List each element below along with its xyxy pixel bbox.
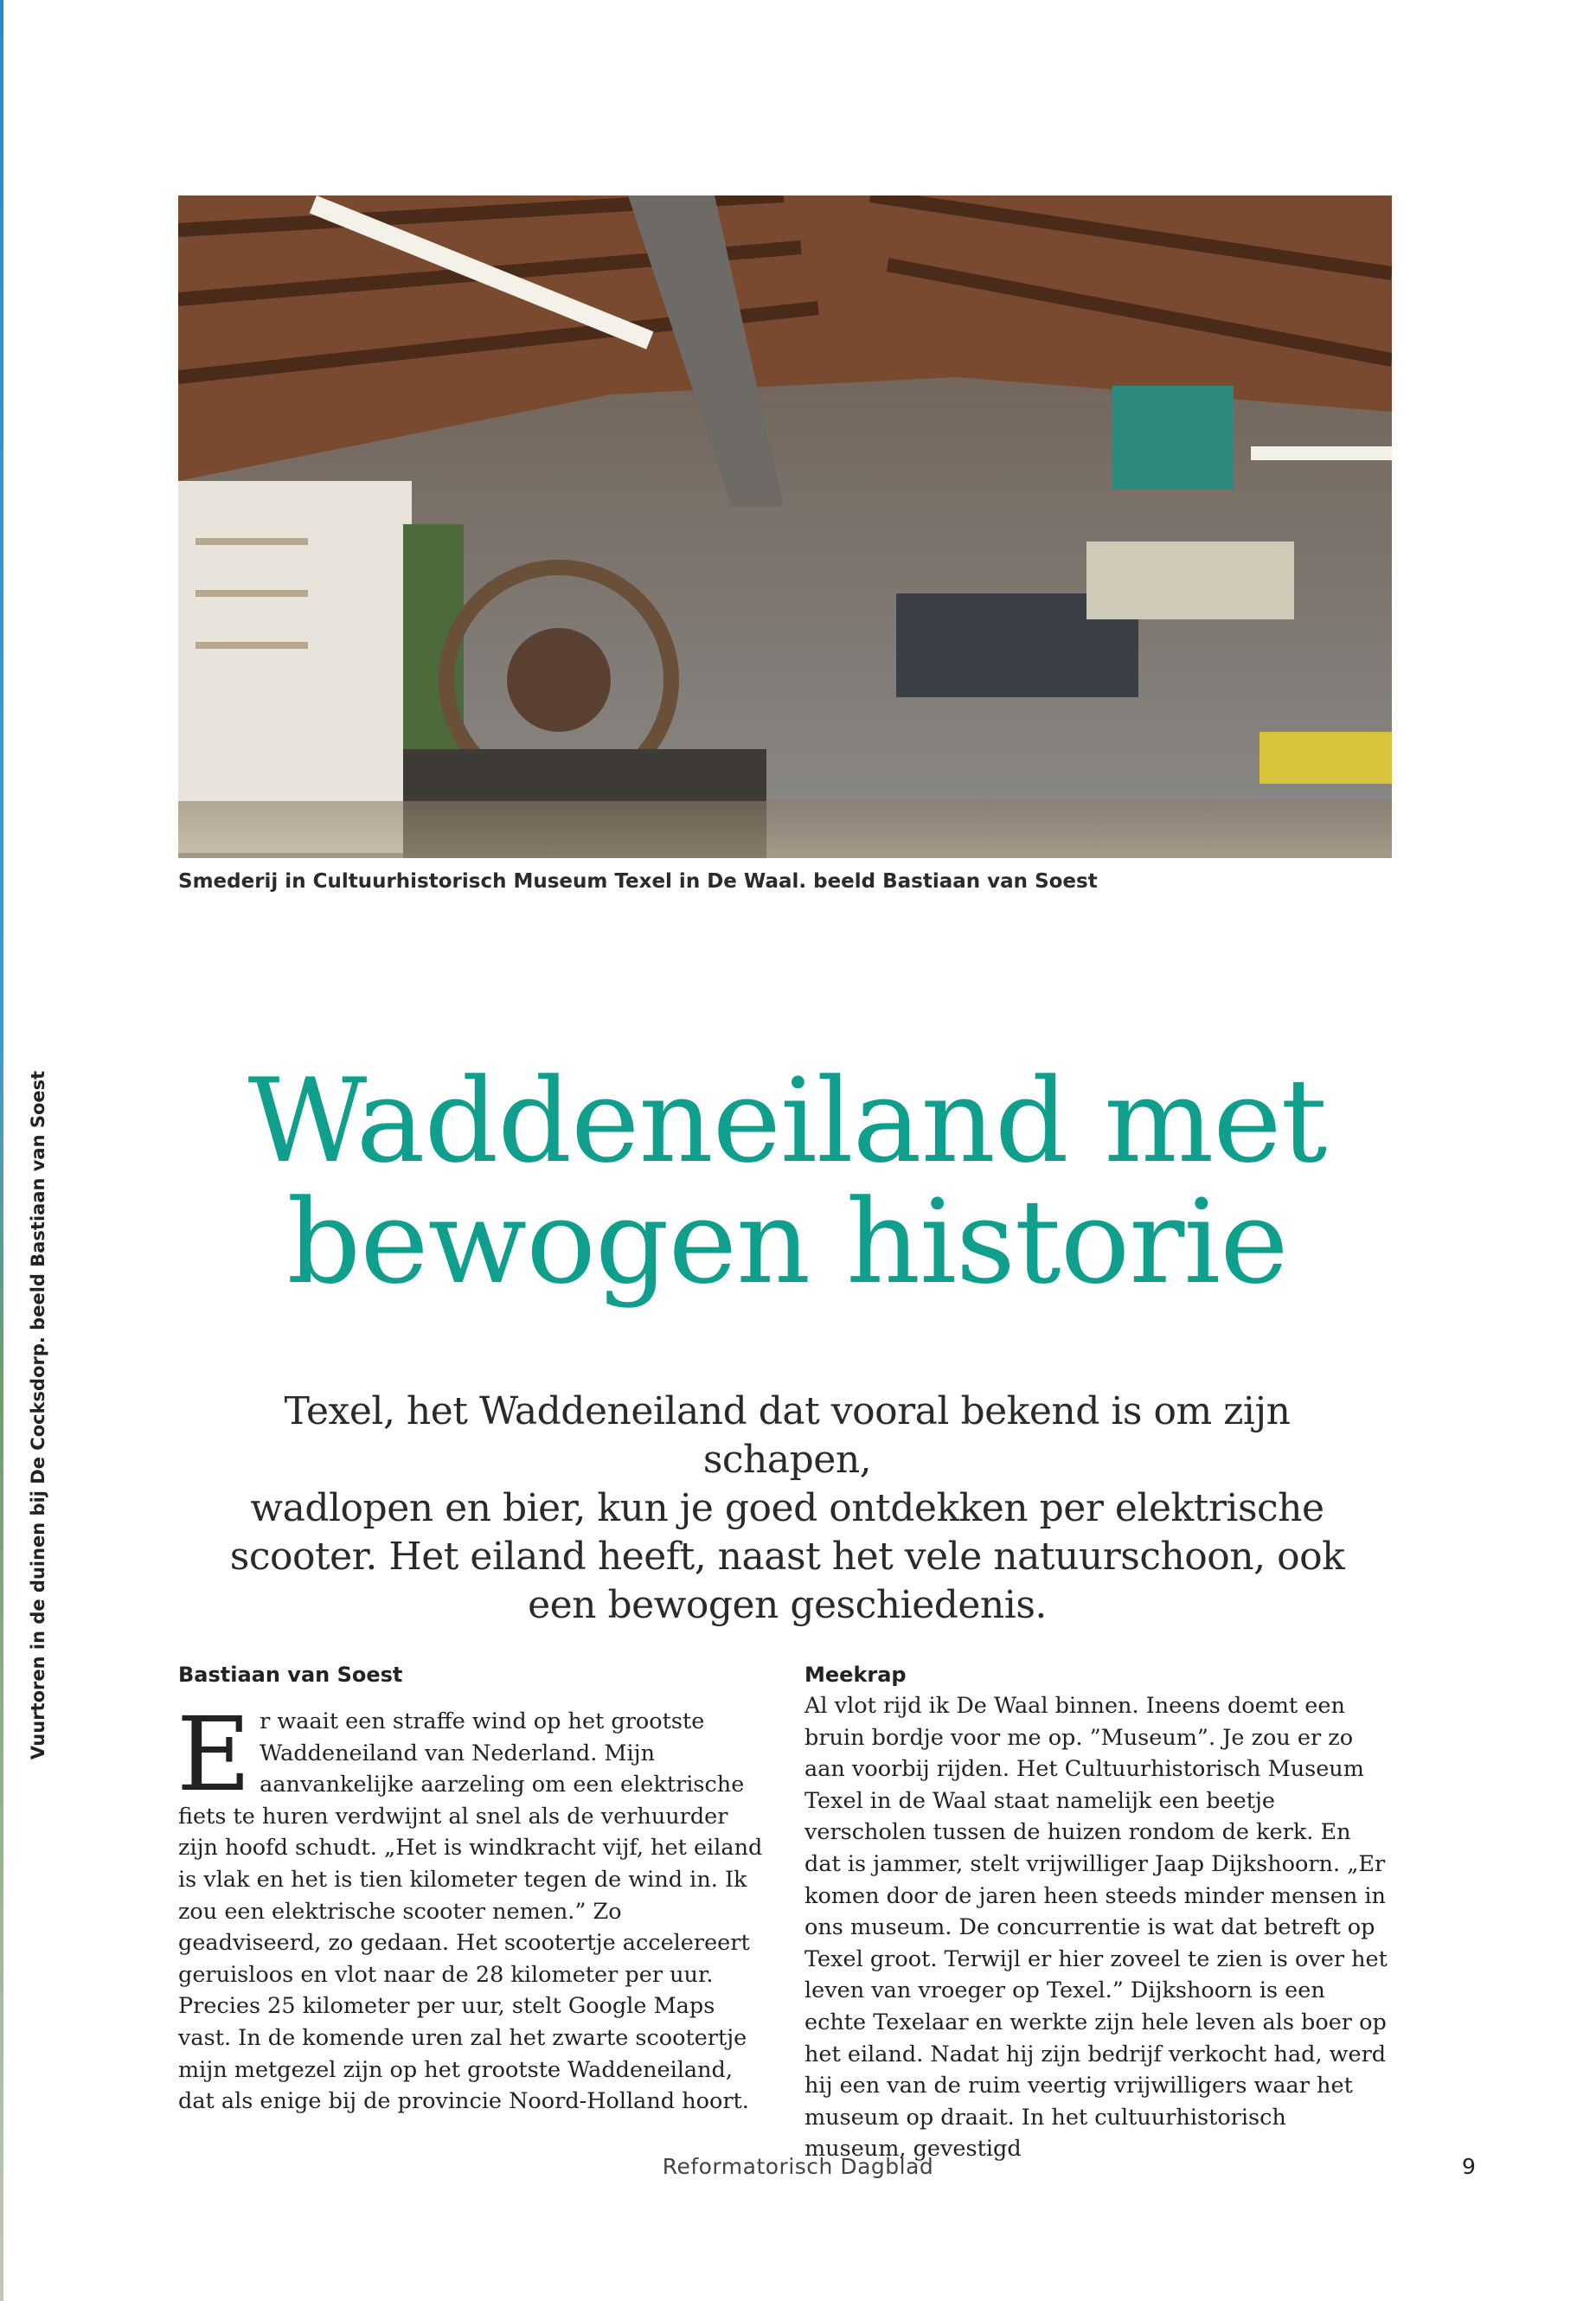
page-edge-strip [0, 0, 3, 2301]
drop-cap: E [176, 1695, 252, 1814]
column-left-body: r waait een straffe wind op het grootste Waddeneiland van Nederland. Mijn aanvankelijke aarzeling om een elektrische fiets te huren verdwijnt al snel als de verhuurder zijn hoofd schudt. „Het is windkracht vijf, het eiland is vlak en het is tien kilometer tegen de wind in. Ik zou een elektrische scooter nemen.” Zo geadviseerd, zo gedaan. Het scootertje accelereert geruisloos en vlot naar de 28 kilometer per uur. Precies 25 kilometer per uur, stelt Google Maps vast. In de komende uren zal het zwarte scootertje mijn metgezel zijn op het grootste Waddeneiland, dat als enige bij de provincie Noord-Holland hoort. [178, 1708, 763, 2115]
headline [138, 1054, 1436, 1310]
lead-line-2: wadlopen en bier, kun je goed ontdekken per elektrische [250, 1486, 1324, 1530]
section-subhead: Meekrap [804, 1663, 907, 1687]
byline: Bastiaan van Soest [178, 1663, 403, 1687]
article-column-right [804, 1659, 1393, 2165]
photo-caption: Smederij in Cultuurhistorisch Museum Texel in De Waal. beeld Bastiaan van Soest [178, 870, 1098, 893]
lead-paragraph [199, 1388, 1375, 1630]
lead-line-1: Texel, het Waddeneiland dat vooral bekend is om zijn schapen, [284, 1389, 1291, 1482]
headline-line-2: bewogen historie [286, 1175, 1288, 1310]
lead-line-4: een bewogen geschiedenis. [528, 1583, 1047, 1627]
footer-publication: Reformatorisch Dagblad [662, 2154, 934, 2179]
column-right-body: Al vlot rijd ik De Waal binnen. Ineens doemt een bruin bordje voor me op. ”Museum”. Je zou er zo aan voorbij rijden. Het Cultuurhistorisch Museum Texel in de Waal staat namelijk een beetje verscholen tussen de huizen rondom de kerk. En dat is jammer, stelt vrijwilliger Jaap Dijkshoorn. „Er komen door de jaren heen steeds minder mensen in ons museum. De concurrentie is wat dat betreft op Texel groot. Terwijl er hier zoveel te zien is over het leven van vroeger op Texel.” Dijkshoorn is een echte Texelaar en werkte zijn hele leven als boer op het eiland. Nadat hij zijn bedrijf verkocht had, werd hij een van de ruim veertig vrijwilligers waar het museum op draait. In het cultuurhistorisch museum, gevestigd [804, 1693, 1388, 2163]
workshop-photo [178, 195, 1392, 858]
article-column-left [178, 1659, 766, 2118]
workshop-photo-illustration [178, 195, 1392, 858]
side-photo-credit: Vuurtoren in de duinen bij De Cocksdorp. beeld Bastiaan van Soest [28, 1070, 48, 1760]
lead-line-3: scooter. Het eiland heeft, naast het vele natuurschoon, ook [229, 1535, 1345, 1579]
column-left-text [176, 1695, 766, 2118]
page-number: 9 [1462, 2154, 1476, 2179]
headline-line-1: Waddeneiland met [247, 1054, 1327, 1189]
